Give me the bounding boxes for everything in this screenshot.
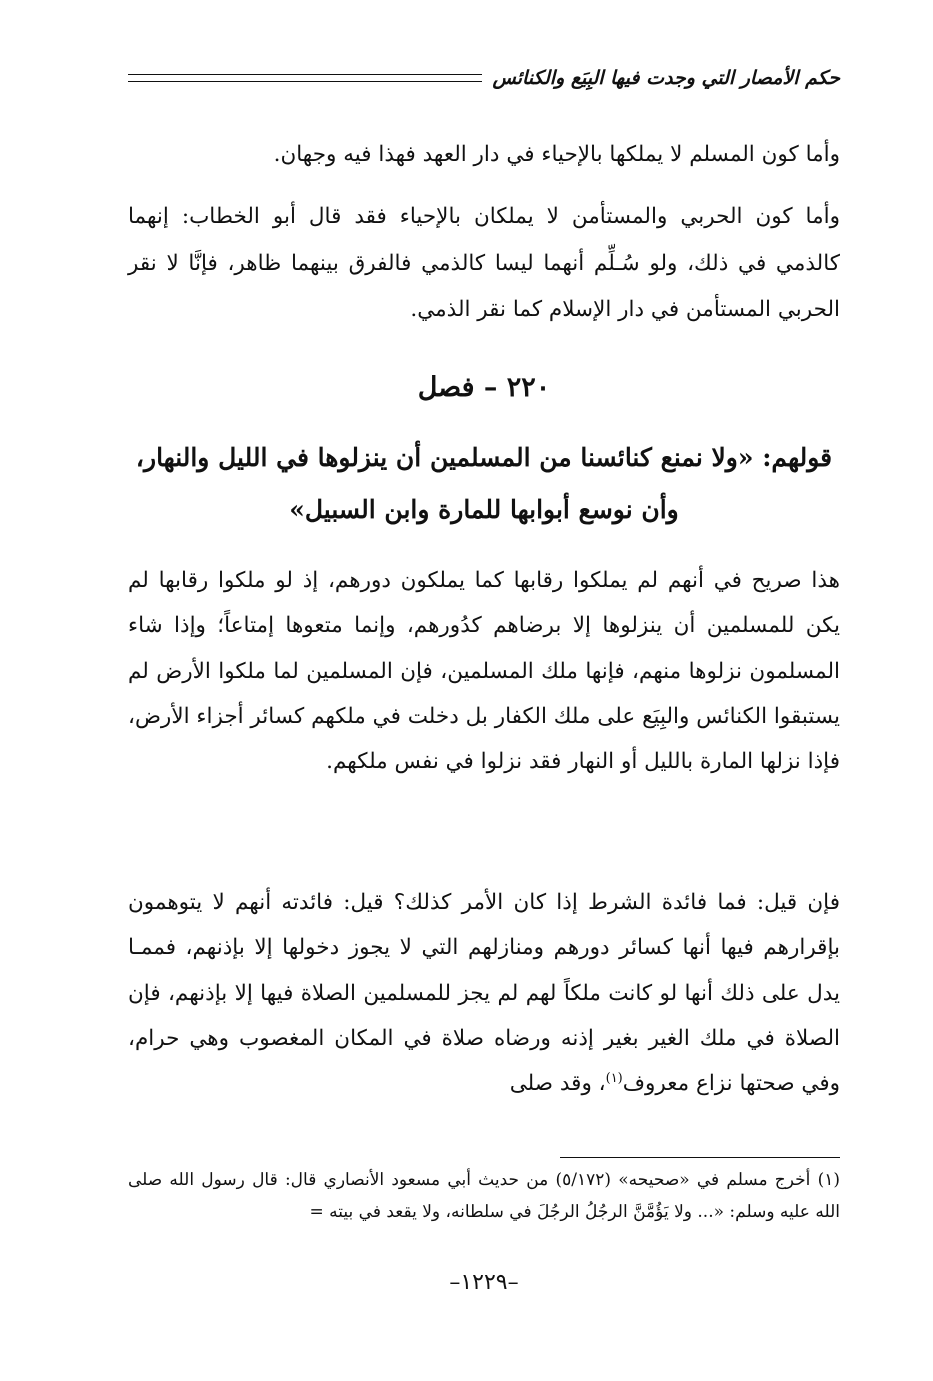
page-number: –١٢٢٩– (449, 1270, 519, 1295)
footnote-reference: (١) (605, 1071, 623, 1087)
paragraph-3: هذا صريح في أنهم لم يملكوا رقابها كما يملكون دورهم، إذ لو ملكوا رقابها لم يكن للمسلمين أن ينزلوها إلا برضاهم كدُورهم، وإنما متعوها إمتاعاً؛ وإذا شاء المسلمون نزلوها منهم، فإنها ملك المسلمين، فإن المسلمين لما ملكوا الأرض لم يستبقوا الكنائس والبِيَع على ملك الكفار بل دخلت في ملكهم كسائر أجزاء الأرض، فإذا نزلها المارة بالليل أو النهار فقد نزلوا في نفس ملكهم. (128, 568, 840, 775)
paragraph-4-text: فإن قيل: فما فائدة الشرط إذا كان الأمر كذلك؟ قيل: فائدته أنهم لا يتوهمون بإقرارهم فيها أنها كسائر دورهم ومنازلهم التي لا يجوز دخولها إلا بإذنهم، فممـا يدل على ذلك أنها لو كانت ملكاً لهم لم يجز للمسلمين الصلاة فيها إلا بإذنهم، فإن الصلاة في ملك الغير بغير إذنه ورضاه صلاة في المكان المغصوب وهي حرام، وفي صحتها نزاع معروف (128, 890, 840, 1097)
footnote-separator (560, 1157, 840, 1158)
paragraph-4 (128, 880, 840, 1106)
header-double-rule (128, 74, 482, 82)
running-header (128, 58, 840, 98)
section-heading: قولهم: «ولا نمنع كنائسنا من المسلمين أن ينزلوها في الليل والنهار، وأن نوسع أبوابها للمارة وابن السبيل» (135, 443, 833, 524)
running-title: حكم الأمصار التي وجدت فيها البِيَع والكنائس (492, 67, 840, 89)
paragraph-1: وأما كون المسلم لا يملكها بالإحياء في دار العهد فهذا فيه وجهان. (273, 142, 840, 167)
paragraph-4-tail: ، وقد صلى (509, 1071, 606, 1097)
paragraph-2: وأما كون الحربي والمستأمن لا يملكان بالإحياء فقد قال أبو الخطاب: إنهما كالذمي في ذلك، ولو سُـلِّم أنهما ليسا كالذمي فالفرق بينهما ظاهر، فإنَّا لا نقر الحربي المستأمن في دار الإسلام كما نقر الذمي. (128, 204, 840, 322)
section-number: ٢٢٠ – فصل (417, 372, 551, 403)
footnote-1: (١) أخرج مسلم في «صحيحه» (٥/١٧٢) من حديث أبي مسعود الأنصاري قال: قال رسول الله صلى الله عليه وسلم: «... ولا يَؤُمَّنَّ الرجُلُ الرجُلَ في سلطانه، ولا يقعد في بيته = (128, 1170, 840, 1222)
